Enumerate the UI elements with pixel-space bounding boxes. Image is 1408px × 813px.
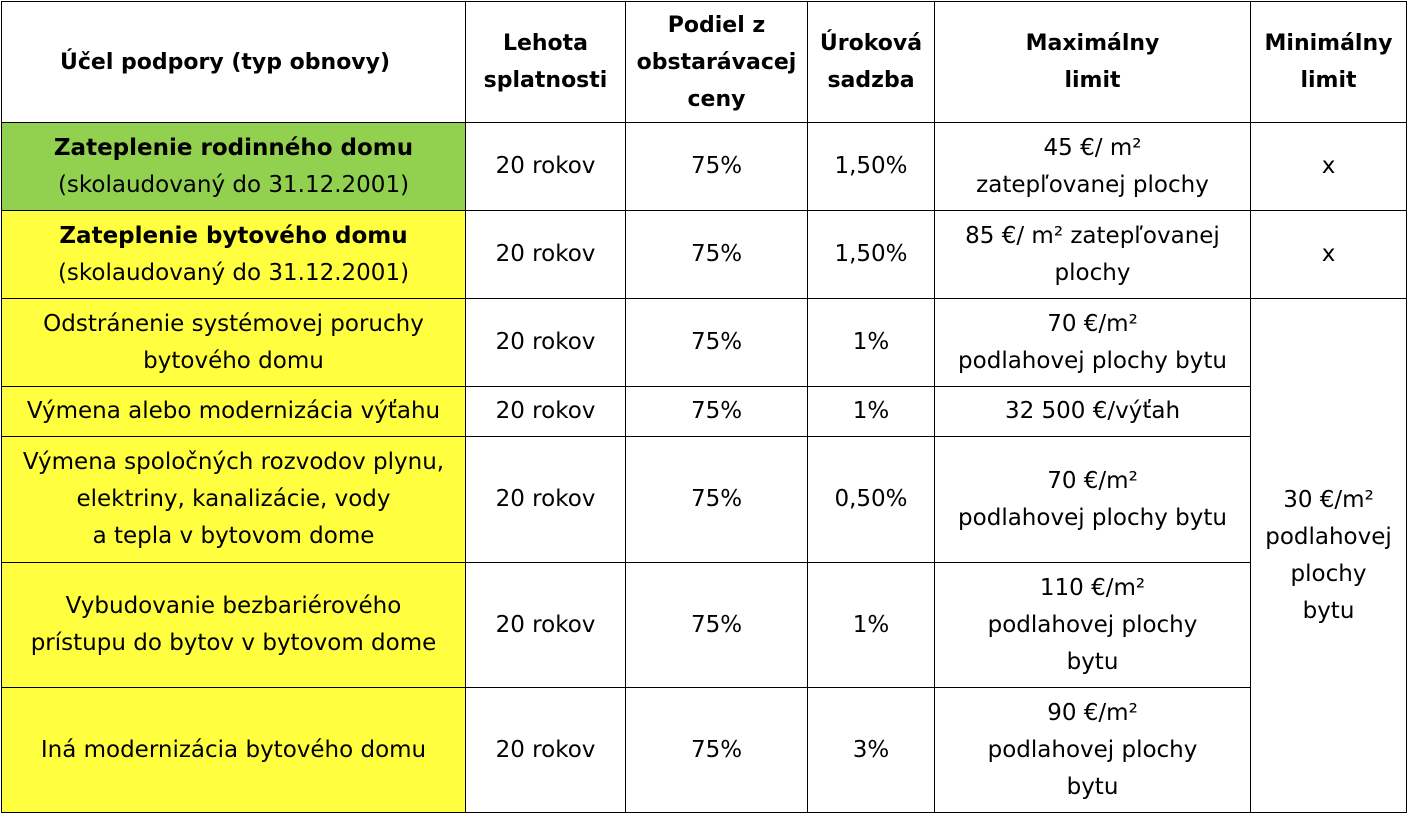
rate-cell: 1% xyxy=(808,387,935,437)
term-cell: 20 rokov xyxy=(466,299,626,387)
share-cell: 75% xyxy=(626,299,808,387)
table-row xyxy=(2,437,1407,563)
share-cell: 75% xyxy=(626,437,808,563)
share-cell: 75% xyxy=(626,563,808,688)
table-row xyxy=(2,123,1407,211)
shared-min-limit-cell: 30 €/m² podlahovej plochy bytu xyxy=(1251,299,1407,813)
min-limit-cell: x xyxy=(1251,123,1407,211)
term-cell: 20 rokov xyxy=(466,387,626,437)
purpose-cell: Iná modernizácia bytového domu xyxy=(2,688,466,813)
support-conditions-table xyxy=(1,1,1407,813)
header-share: Podiel z obstarávacej ceny xyxy=(626,2,808,123)
purpose-cell: Vybudovanie bezbariérového prístupu do bytov v bytovom dome xyxy=(2,563,466,688)
rate-cell: 3% xyxy=(808,688,935,813)
share-cell: 75% xyxy=(626,387,808,437)
purpose-cell: Zateplenie bytového domu (skolaudovaný do 31.12.2001) xyxy=(2,211,466,299)
share-cell: 75% xyxy=(626,123,808,211)
max-limit-cell: 85 €/ m² zatepľovanej plochy xyxy=(935,211,1251,299)
table-row xyxy=(2,688,1407,813)
max-limit-cell: 45 €/ m² zatepľovanej plochy xyxy=(935,123,1251,211)
header-purpose: Účel podpory (typ obnovy) xyxy=(2,2,466,123)
max-limit-cell: 110 €/m² podlahovej plochy bytu xyxy=(935,563,1251,688)
rate-cell: 1,50% xyxy=(808,211,935,299)
rate-cell: 1% xyxy=(808,563,935,688)
rate-cell: 0,50% xyxy=(808,437,935,563)
table-row xyxy=(2,387,1407,437)
header-max-limit: Maximálny limit xyxy=(935,2,1251,123)
max-limit-cell: 90 €/m² podlahovej plochy bytu xyxy=(935,688,1251,813)
purpose-cell: Výmena alebo modernizácia výťahu xyxy=(2,387,466,437)
term-cell: 20 rokov xyxy=(466,688,626,813)
header-rate: Úroková sadzba xyxy=(808,2,935,123)
term-cell: 20 rokov xyxy=(466,437,626,563)
table-row xyxy=(2,211,1407,299)
rate-cell: 1,50% xyxy=(808,123,935,211)
max-limit-cell: 70 €/m² podlahovej plochy bytu xyxy=(935,299,1251,387)
term-cell: 20 rokov xyxy=(466,563,626,688)
term-cell: 20 rokov xyxy=(466,211,626,299)
header-term: Lehota splatnosti xyxy=(466,2,626,123)
purpose-cell: Odstránenie systémovej poruchy bytového domu xyxy=(2,299,466,387)
share-cell: 75% xyxy=(626,688,808,813)
term-cell: 20 rokov xyxy=(466,123,626,211)
min-limit-cell: x xyxy=(1251,211,1407,299)
max-limit-cell: 32 500 €/výťah xyxy=(935,387,1251,437)
purpose-cell: Zateplenie rodinného domu (skolaudovaný do 31.12.2001) xyxy=(2,123,466,211)
header-row xyxy=(2,2,1407,123)
share-cell: 75% xyxy=(626,211,808,299)
table-row xyxy=(2,299,1407,387)
header-min-limit: Minimálny limit xyxy=(1251,2,1407,123)
table-row xyxy=(2,563,1407,688)
rate-cell: 1% xyxy=(808,299,935,387)
purpose-cell: Výmena spoločných rozvodov plynu, elektriny, kanalizácie, vody a tepla v bytovom dome xyxy=(2,437,466,563)
max-limit-cell: 70 €/m² podlahovej plochy bytu xyxy=(935,437,1251,563)
